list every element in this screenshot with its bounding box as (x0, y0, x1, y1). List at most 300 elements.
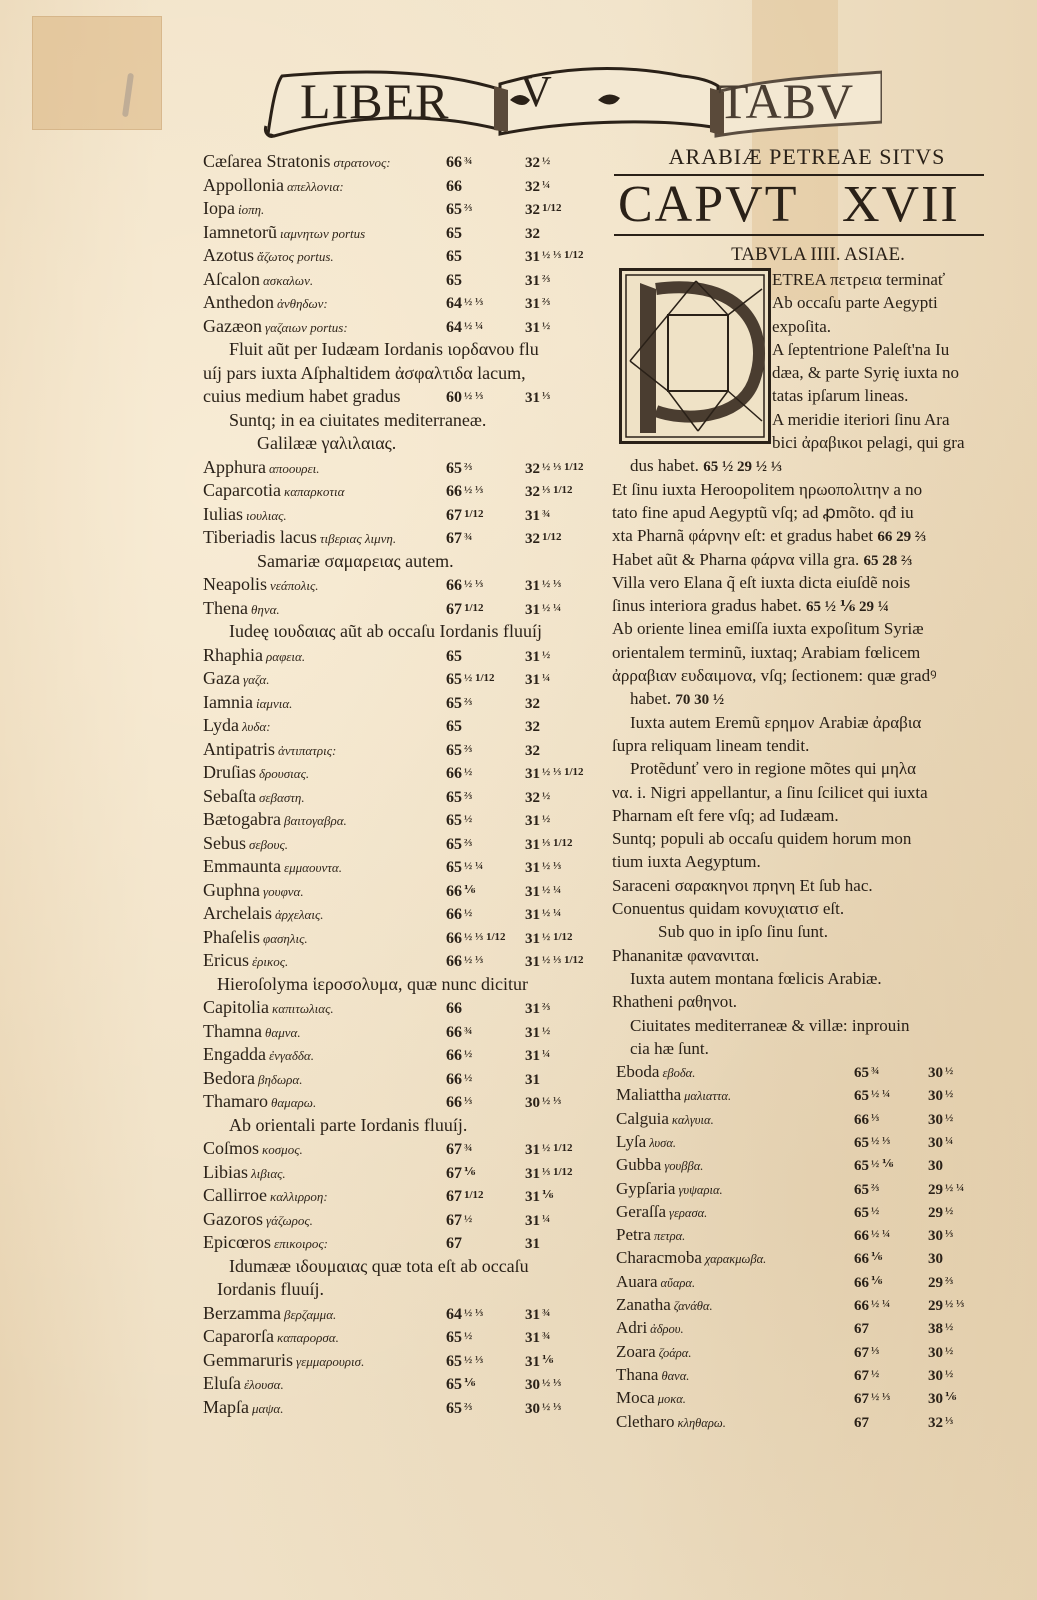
line-text: Ab oriente linea emiſſa iuxta expoſitum Syriæ (612, 619, 924, 639)
longitude (854, 1200, 879, 1225)
longitude-fraction: ⅙ (871, 1251, 883, 1264)
latitude-degrees: 32 (525, 719, 540, 735)
latitude-fraction: ⅔ (542, 1001, 551, 1013)
longitude-fraction: ⅔ (464, 742, 473, 755)
place-name (203, 761, 309, 786)
text-line (612, 571, 984, 594)
table-row (203, 1302, 583, 1326)
latitude-fraction: ⅓ (945, 1414, 954, 1427)
longitude (446, 456, 472, 481)
latitude-degrees: 30 (928, 1344, 943, 1361)
longitude (446, 902, 472, 927)
longitude (446, 996, 464, 1021)
greek-name: καλλιρροη: (269, 1189, 328, 1204)
latitude-degrees: 30 (928, 1228, 943, 1245)
longitude-degrees: 65 (446, 647, 462, 665)
table-row (612, 1410, 984, 1433)
longitude-fraction: ⅔ (464, 789, 473, 802)
section-note: Suntq; in ea ciuitates mediterraneæ. (229, 409, 487, 430)
place-name (203, 808, 347, 833)
text-line (612, 897, 984, 920)
greek-name: καπιτωλιας. (272, 1001, 334, 1016)
place-name (203, 667, 270, 692)
table-row (203, 526, 583, 550)
greek-name: θαμνα. (264, 1024, 301, 1040)
longitude-degrees: 65 (446, 835, 462, 853)
latitude-degrees: 29 (928, 1204, 943, 1221)
place-name (203, 949, 288, 974)
latitude (525, 1043, 550, 1069)
chapter-label (614, 176, 984, 234)
longitude-degrees: 67 (854, 1391, 869, 1408)
latin-name: Mapſa (203, 1396, 249, 1417)
longitude (446, 1090, 472, 1115)
longitude (446, 761, 472, 786)
latitude-fraction: ½ ⅓ (542, 860, 562, 872)
longitude-fraction: ½ ⅓ (464, 1306, 484, 1319)
latitude-degrees: 31 (525, 319, 540, 336)
latitude-degrees: 31 (525, 296, 540, 312)
latin-name: Gemmaruris (203, 1349, 293, 1370)
greek-name: αὔαρα. (660, 1275, 696, 1290)
greek-name: ἀδρου. (650, 1322, 684, 1337)
longitude (446, 150, 472, 175)
latin-name: Druſias (203, 762, 256, 782)
line-text: Rhatheni ραθηνοι. (612, 992, 738, 1012)
longitude-fraction: ½ ⅓ (464, 954, 484, 966)
latin-name: Geraſſa (616, 1201, 667, 1221)
latitude (928, 1083, 953, 1108)
longitude-degrees: 67 (446, 1164, 462, 1182)
place-name (203, 1020, 301, 1045)
latitude-degrees: 30 (928, 1111, 943, 1128)
latitude (525, 1184, 553, 1210)
longitude-degrees: 65 (446, 1329, 462, 1346)
place-name (203, 526, 396, 551)
latitude-degrees: 31 (525, 1189, 540, 1205)
latitude (525, 1137, 573, 1163)
latitude-fraction: ⅔ (542, 272, 551, 285)
place-name (203, 268, 313, 293)
latin-name: Gaza (203, 668, 240, 688)
table-row (203, 1396, 583, 1420)
latitude (525, 244, 584, 270)
latitude (525, 1067, 542, 1093)
latin-name: Bætogabra (203, 809, 281, 829)
latitude (928, 1363, 953, 1388)
place-name (616, 1340, 691, 1365)
latitude-fraction: ½ (945, 1321, 954, 1334)
line-text: tato fine apud Aegyptũ vſq; ad ꝓmõto. qđ iu (612, 502, 914, 522)
latitude (928, 1293, 964, 1318)
latitude-fraction: 1/12 (542, 531, 562, 543)
latitude (525, 879, 561, 905)
line-coordinates: 66 29 ⅔ (877, 529, 927, 546)
line-text: Saraceni σαρακηνοι πρηνη Et ſub hac. (612, 875, 873, 895)
latin-name: Gubba (616, 1155, 662, 1175)
place-name (203, 291, 328, 316)
place-name (203, 926, 308, 951)
table-row (203, 1067, 583, 1091)
text-line (612, 874, 984, 897)
latitude (525, 996, 550, 1022)
latitude (525, 456, 584, 482)
longitude (446, 1302, 483, 1327)
longitude-degrees: 65 (446, 1376, 462, 1393)
latin-name: Emmaunta (203, 856, 281, 876)
latitude-fraction: ½ (542, 813, 551, 825)
text-line (612, 967, 984, 990)
table-row (203, 808, 583, 832)
longitude-fraction: ½ (464, 907, 473, 919)
paragraph-text (612, 454, 984, 1060)
line-text: Iuxta autem montana fœlicis Arabiæ. (630, 968, 882, 988)
table-row (612, 1270, 984, 1293)
longitude (446, 832, 472, 857)
place-name (616, 1083, 731, 1108)
latitude-degrees: 32 (525, 155, 540, 171)
longitude (446, 1184, 484, 1209)
line-text: ſupra reliquam lineam tendit. (612, 735, 810, 755)
longitude (854, 1363, 879, 1388)
latitude-degrees: 31 (525, 578, 540, 594)
latitude-fraction: ⅓ (945, 1228, 954, 1241)
longitude-degrees: 67 (854, 1321, 869, 1338)
latitude-degrees: 32 (525, 202, 540, 218)
latitude-fraction: ½ ⅓ (542, 1400, 562, 1413)
longitude (446, 597, 484, 622)
text-line: ETREA πετρεια terminať (772, 270, 946, 289)
latitude (928, 1270, 953, 1295)
table-row (612, 1223, 984, 1246)
table-row (612, 1316, 984, 1339)
longitude-degrees: 64 (446, 295, 462, 312)
longitude (854, 1316, 871, 1341)
latitude (525, 902, 561, 928)
greek-name: ἀντιπατρις: (278, 742, 337, 758)
place-name (203, 1349, 364, 1374)
place-name (203, 902, 323, 927)
latin-name: Engadda (203, 1044, 266, 1064)
longitude (446, 1020, 472, 1045)
greek-name: βαιτογαβρα. (284, 813, 347, 828)
latitude (928, 1130, 953, 1155)
longitude (446, 644, 464, 669)
longitude (854, 1340, 879, 1365)
latitude-fraction: ¾ (542, 1330, 551, 1342)
header-banner (262, 56, 882, 140)
line-text: Et ſinu iuxta Heroopolitem ηρωοπολιτην a no (612, 479, 923, 499)
latitude-degrees: 31 (525, 1142, 540, 1158)
latitude-fraction: ½ ¼ (542, 883, 562, 896)
latitude (525, 1208, 550, 1234)
latitude-fraction: ⅓ 1/12 (542, 1165, 573, 1178)
latin-name: Capitolia (203, 997, 269, 1017)
text-line (612, 687, 984, 710)
latitude-fraction: ½ (542, 155, 551, 167)
greek-name: χαρακμωβα. (704, 1252, 767, 1267)
greek-name: γαζαιων portus: (264, 319, 348, 335)
table-row (203, 385, 583, 409)
banner-word-liber: LIBER (300, 73, 450, 129)
latin-name: Anthedon (203, 292, 274, 312)
latin-name: Zanatha (616, 1295, 671, 1315)
latitude-fraction: ⅙ (945, 1391, 957, 1404)
greek-name: γυψαρια. (678, 1182, 723, 1197)
latitude-degrees: 31 (525, 601, 540, 618)
greek-name: απελλονια: (287, 178, 344, 194)
latitude-degrees: 30 (928, 1088, 943, 1105)
greek-name: γερασα. (669, 1205, 708, 1220)
longitude-degrees: 65 (854, 1181, 869, 1198)
latin-name: Iamnia (203, 691, 253, 712)
longitude-fraction: ½ ⅓ (464, 390, 484, 402)
latin-name: Caparcotia (203, 480, 281, 500)
greek-name: βηδωρα. (257, 1071, 303, 1087)
longitude-degrees: 66 (854, 1251, 869, 1268)
greek-name: εβοδα. (662, 1066, 696, 1081)
longitude-degrees: 65 (854, 1088, 869, 1105)
line-text: Ciuitates mediterraneæ & villæ: inprouin (630, 1015, 910, 1035)
longitude-degrees: 65 (446, 1399, 462, 1417)
longitude-fraction: ¾ (464, 155, 473, 167)
table-row (203, 1325, 583, 1349)
latitude (525, 1325, 550, 1351)
longitude-fraction: ½ (464, 1212, 473, 1225)
line-text: να. i. Nigri appellantur, a ſinu ſcilicet qui iuxta (612, 782, 928, 802)
table-row (203, 855, 583, 879)
place-name (616, 1386, 686, 1411)
latin-name: Phaſelis (203, 926, 260, 947)
table-row (203, 1184, 583, 1208)
table-row (203, 1372, 583, 1396)
latitude (928, 1410, 953, 1435)
line-text: ſinus interiora gradus habet. (612, 596, 802, 616)
latitude-degrees: 32 (525, 460, 540, 477)
longitude-degrees: 64 (446, 1305, 462, 1323)
latitude (928, 1107, 953, 1132)
latitude-degrees: 31 (525, 954, 540, 970)
longitude (854, 1386, 890, 1411)
greek-name: ιουλιας. (246, 507, 287, 523)
text-line: tatas ipſarum lineas. (772, 386, 909, 406)
greek-name: μαψα. (251, 1400, 284, 1416)
latitude (928, 1223, 953, 1248)
latin-name: Characmoba (616, 1248, 702, 1268)
text-line (612, 1037, 984, 1060)
longitude (446, 1372, 475, 1397)
line-text: Pharnam eſt fere vſq; ad Iudæam. (612, 805, 839, 825)
longitude-fraction: ⅓ (464, 1095, 473, 1107)
table-row (203, 714, 583, 738)
longitude-fraction: ¾ (464, 531, 473, 543)
greek-name: γαζα. (242, 672, 270, 687)
table-row (612, 1200, 984, 1223)
latitude (525, 1349, 553, 1375)
line-text: tium iuxta Aegyptum. (612, 852, 761, 872)
longitude-degrees: 67 (446, 1235, 462, 1252)
table-row (203, 1231, 583, 1255)
latitude-fraction: ⅙ (542, 1189, 554, 1201)
longitude-fraction: ½ 1/12 (464, 672, 495, 684)
longitude (446, 926, 506, 951)
table-row (203, 832, 583, 856)
table-row (203, 879, 583, 903)
latin-name: Gypſaria (616, 1178, 676, 1198)
latitude (525, 1231, 542, 1257)
latitude-degrees: 30 (928, 1251, 943, 1268)
latitude-fraction: ½ (945, 1088, 954, 1101)
greek-name: θανα. (661, 1368, 690, 1383)
latin-name: Sebaſta (203, 785, 256, 806)
longitude (446, 1396, 472, 1421)
longitude-fraction: ⅓ (871, 1111, 880, 1124)
section-note: Iudeę ιουδαιας aũt ab occaſu Iordanis fluuíj (229, 621, 542, 641)
greek-name: σεβαστη. (258, 789, 305, 805)
longitude-fraction: ⅔ (464, 836, 473, 849)
left-column-gazetteer (203, 150, 583, 1419)
table-row (203, 761, 583, 785)
longitude-degrees: 65 (854, 1158, 869, 1175)
place-name (203, 456, 320, 481)
table-row (203, 1349, 583, 1373)
longitude-fraction: ⅔ (464, 460, 473, 473)
latitude-degrees: 32 (525, 742, 540, 759)
latin-name: Thena (203, 597, 248, 618)
text-line (612, 478, 984, 501)
place-name (203, 1396, 283, 1421)
place-name (616, 1107, 714, 1132)
place-name (616, 1060, 695, 1085)
latitude (928, 1246, 945, 1271)
latitude-fraction: ½ ¼ (945, 1181, 965, 1194)
latin-name: Bedora (203, 1067, 255, 1088)
longitude-fraction: ¾ (464, 1024, 473, 1037)
longitude-degrees: 65 (446, 224, 462, 242)
line-coordinates: 65 28 ⅔ (863, 552, 913, 569)
line-text: Phananitæ φανανιται. (612, 945, 760, 965)
longitude-degrees: 66 (446, 929, 462, 947)
latin-name: Maliattha (616, 1085, 682, 1105)
longitude-degrees: 66 (446, 577, 462, 594)
text-line (612, 454, 984, 477)
longitude (446, 479, 483, 504)
table-row (203, 949, 583, 973)
table-row (203, 1137, 583, 1161)
longitude-degrees: 65 (446, 718, 462, 735)
latitude-degrees: 30 (928, 1134, 943, 1151)
table-row (612, 1107, 984, 1130)
text-line (612, 548, 984, 571)
banner-word-book-number: V (520, 67, 553, 116)
line-text: cia hæ ſunt. (630, 1038, 709, 1058)
latin-name: Antipatris (203, 738, 275, 759)
latitude-fraction: ⅓ 1/12 (542, 484, 573, 496)
text-line: bici ἀραβικοι pelagi, qui gra (772, 433, 965, 453)
latin-name: Cletharo (616, 1411, 675, 1431)
text-line (612, 827, 984, 850)
text-line (612, 501, 984, 524)
longitude (446, 503, 484, 528)
chapter-heading (614, 174, 984, 236)
longitude-degrees: 66 (446, 953, 462, 970)
longitude-degrees: 65 (854, 1134, 869, 1151)
greek-name: αποουρει. (268, 460, 320, 476)
latitude-fraction: ½ ¼ (542, 907, 562, 919)
greek-name: ἰοπη. (237, 202, 265, 217)
decorated-initial (619, 268, 771, 444)
latin-name: Appollonia (203, 174, 284, 195)
place-name (616, 1130, 676, 1155)
latitude-degrees: 31 (525, 766, 540, 782)
longitude (446, 1067, 472, 1092)
place-name (616, 1410, 726, 1435)
latitude-degrees: 30 (928, 1367, 943, 1384)
longitude-fraction: ½ (464, 766, 473, 778)
place-name (616, 1223, 685, 1248)
latitude-fraction: ½ ⅓ 1/12 (542, 249, 584, 261)
latitude (525, 949, 584, 975)
table-row (203, 150, 583, 174)
chapter-number: XVII (842, 176, 960, 233)
line-text: orientalem terminũ, iuxtaq; Arabiam fœlicem (612, 642, 921, 662)
longitude (446, 949, 483, 974)
latitude-degrees: 31 (525, 883, 540, 900)
longitude-degrees: 65 (446, 459, 462, 477)
latitude (928, 1060, 953, 1085)
longitude-degrees: 65 (446, 248, 462, 265)
greek-name: ἀνθηδων: (277, 296, 328, 311)
latitude-fraction: ⅔ (542, 296, 551, 308)
place-name (203, 879, 304, 904)
longitude-fraction: ½ ¼ (464, 860, 484, 872)
latitude-degrees: 32 (525, 225, 540, 242)
latitude-degrees: 30 (928, 1158, 943, 1175)
table-row (612, 1083, 984, 1106)
latin-name: Archelais (203, 903, 272, 923)
latitude-fraction: ½ 1/12 (542, 1142, 573, 1154)
longitude (446, 855, 483, 880)
latin-name: Guphna (203, 879, 260, 900)
latitude (525, 832, 573, 858)
text-line (612, 594, 984, 617)
latitude-degrees: 31 (525, 836, 540, 853)
latitude-degrees: 31 (525, 1024, 540, 1041)
text-line (612, 664, 984, 687)
latitude-degrees: 31 (525, 860, 540, 876)
latitude (525, 1161, 573, 1187)
longitude-fraction: ½ ⅓ (871, 1134, 891, 1147)
tabula-heading: TABVLA IIII. ASIAE. (731, 244, 905, 265)
longitude-degrees: 67 (446, 1141, 462, 1158)
latitude-fraction: ½ ⅓ 1/12 (542, 954, 584, 966)
longitude (446, 1161, 475, 1186)
latitude-fraction: ⅓ 1/12 (542, 836, 573, 849)
latitude-fraction: ½ ⅓ (542, 578, 562, 590)
greek-name: ἐνγαδδα. (268, 1048, 314, 1063)
longitude (446, 785, 472, 810)
table-row (203, 197, 583, 221)
table-row (203, 291, 583, 315)
place-name (203, 244, 334, 269)
latitude-fraction: ½ (945, 1065, 954, 1078)
latitude-fraction: ⅙ (542, 1353, 554, 1366)
longitude (446, 738, 472, 763)
latitude (525, 268, 550, 294)
latitude-degrees: 32 (525, 484, 540, 500)
latitude-degrees: 32 (525, 531, 540, 547)
latin-name: Neapolis (203, 574, 267, 594)
